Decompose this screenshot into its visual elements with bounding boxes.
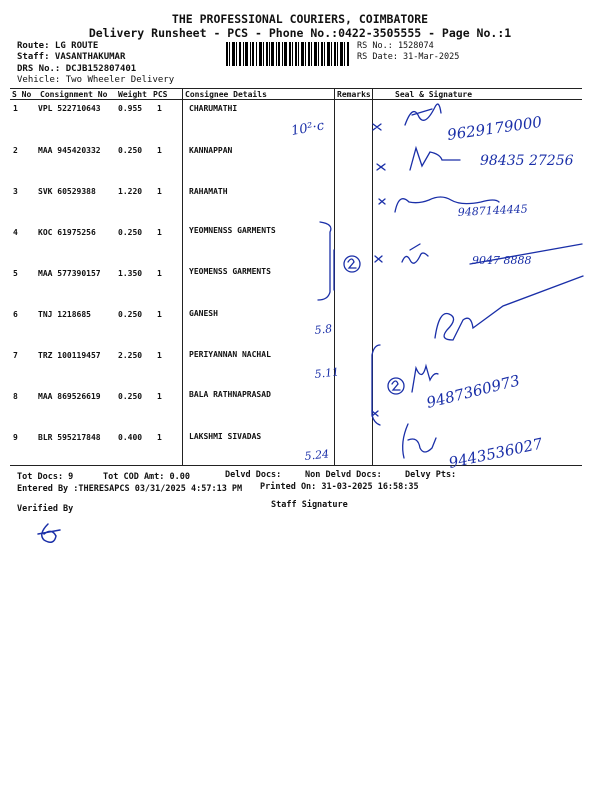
row-consignment: SVK 60529388 [38, 187, 96, 196]
row-pcs: 1 [157, 104, 162, 113]
staff-signature-label: Staff Signature [271, 500, 348, 510]
row-weight: 1.350 [118, 269, 143, 278]
row-consignee: CHARUMATHI [189, 104, 238, 113]
signature [402, 244, 428, 263]
row-consignee: YEOMNENSS GARMENTS [189, 226, 276, 235]
col-header-seal: Seal & Signature [395, 90, 473, 99]
col-header-consignment: Consignment No [40, 90, 108, 99]
tick-mark [377, 164, 385, 170]
printed-on: Printed On: 31-03-2025 16:58:35 [260, 482, 419, 492]
row-pcs: 1 [157, 187, 162, 196]
row-consignee: KANNAPPAN [189, 146, 233, 155]
row-sno: 8 [13, 392, 18, 401]
runsheet-subtitle: Delivery Runsheet - PCS - Phone No.:0422-3505555 - Page No.:1 [88, 26, 512, 40]
row-consignment: MAA 577390157 [38, 269, 101, 278]
row-sno: 7 [13, 351, 18, 360]
signature [435, 276, 583, 340]
signature [410, 148, 460, 170]
rs-number: RS No.: 1528074 [357, 41, 434, 51]
row-weight: 0.250 [118, 228, 143, 237]
verifier-signature [30, 520, 70, 550]
row-consignment: VPL 522710643 [38, 104, 101, 113]
row-pcs: 1 [157, 392, 162, 401]
row-sno: 2 [13, 146, 18, 155]
drs-number: DRS No.: DCJB152807401 [17, 64, 137, 74]
row-consignee: BALA RATHNAPRASAD [189, 390, 271, 399]
signature [405, 104, 441, 125]
hw-phone: 9629179000 [446, 112, 544, 144]
hw-phone: 9443536027 [447, 434, 545, 472]
hw-time: 10²·c [290, 118, 326, 139]
rs-date: RS Date: 31-Mar-2025 [357, 52, 460, 62]
row-consignment: BLR 595217848 [38, 433, 101, 442]
row-consignment: TNJ 1218685 [38, 310, 91, 319]
col-header-remarks: Remarks [337, 90, 371, 99]
row-sno: 3 [13, 187, 18, 196]
col-header-weight: Weight [118, 90, 147, 99]
row-consignee: LAKSHMI SIVADAS [189, 432, 262, 441]
row-weight: 1.220 [118, 187, 143, 196]
row-weight: 0.955 [118, 104, 143, 113]
row-pcs: 1 [157, 433, 162, 442]
signature [403, 424, 436, 458]
hw-phone: 9487144445 [457, 202, 529, 219]
col-header-pcs: PCS [153, 90, 168, 99]
delvy-pts: Delvy Pts: [405, 470, 457, 480]
signature [412, 366, 438, 392]
company-title: THE PROFESSIONAL COURIERS, COIMBATORE [171, 12, 429, 26]
delvd-docs: Delvd Docs: [225, 470, 282, 480]
row-weight: 0.250 [118, 392, 143, 401]
tick-mark [379, 199, 385, 204]
row-pcs: 1 [157, 310, 162, 319]
row-weight: 0.250 [118, 310, 143, 319]
bracket [318, 222, 331, 300]
row-sno: 5 [13, 269, 18, 278]
col-header-sno: S No [12, 90, 32, 99]
row-pcs: 1 [157, 269, 162, 278]
row-sno: 9 [13, 433, 18, 442]
hw-time: 5.11 [313, 365, 340, 381]
tot-cod-amt: Tot COD Amt: 0.00 [103, 472, 190, 482]
row-sno: 1 [13, 104, 18, 113]
row-weight: 2.250 [118, 351, 143, 360]
row-consignment: MAA 869526619 [38, 392, 101, 401]
row-pcs: 1 [157, 351, 162, 360]
staff-text: Staff: VASANTHAKUMAR [17, 52, 126, 62]
row-consignee: PERIYANNAN NACHAL [189, 350, 271, 359]
route-text: Route: LG ROUTE [17, 41, 99, 51]
row-sno: 4 [13, 228, 18, 237]
hw-phone: 9487360973 [424, 371, 522, 412]
row-weight: 0.250 [118, 146, 143, 155]
non-delvd-docs: Non Delvd Docs: [305, 470, 382, 480]
row-consignment: KOC 61975256 [38, 228, 96, 237]
tick-mark [372, 411, 378, 416]
row-consignee: YEOMENSS GARMENTS [189, 267, 271, 276]
hw-phone: 9047 8888 [472, 254, 532, 267]
entered-by: Entered By :THERESAPCS 03/31/2025 4:57:13 PM [17, 484, 243, 494]
col-header-consignee: Consignee Details [185, 90, 267, 99]
hw-time: 5.8 [313, 322, 333, 337]
row-weight: 0.400 [118, 433, 143, 442]
row-pcs: 1 [157, 228, 162, 237]
row-consignee: GANESH [189, 309, 218, 318]
hw-phone: 98435 27256 [480, 153, 574, 169]
row-sno: 6 [13, 310, 18, 319]
tot-docs: Tot Docs: 9 [17, 472, 74, 482]
hw-time: 5.24 [303, 447, 330, 463]
tick-mark [373, 124, 381, 130]
verified-by-label: Verified By [17, 504, 74, 514]
row-pcs: 1 [157, 146, 162, 155]
row-consignment: MAA 945420332 [38, 146, 101, 155]
row-consignee: RAHAMATH [189, 187, 228, 196]
tick-mark [375, 256, 382, 262]
row-consignment: TRZ 100119457 [38, 351, 101, 360]
vehicle-text: Vehicle: Two Wheeler Delivery [17, 75, 175, 85]
